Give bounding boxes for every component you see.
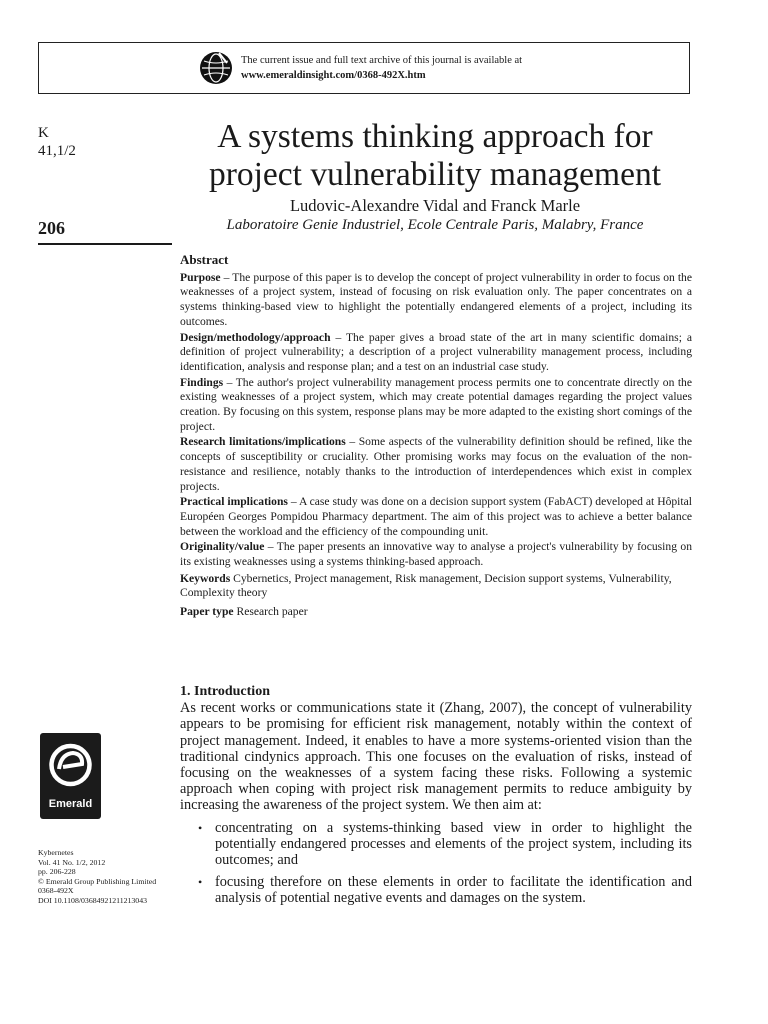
list-item: • focusing therefore on these elements in order to facilitate the identification and analysis of potential negative events and damages on the system.: [215, 874, 692, 906]
paper-type-label: Paper type: [180, 605, 234, 619]
citation-block: [38, 848, 156, 906]
abstract-label: Purpose: [180, 270, 221, 284]
abstract-label: Research limitations/implications: [180, 435, 346, 449]
citation-issn: 0368-492X: [38, 886, 74, 896]
header-text: [241, 53, 522, 83]
list-item: • concentrating on a systems-thinking based view in order to highlight the potentially endangered processes and elements of the project system, including its outcomes; and: [215, 820, 692, 869]
journal-code: [38, 124, 76, 160]
abstract-heading: Abstract: [180, 252, 229, 267]
emerald-logo-icon: [47, 738, 94, 796]
paper-type-text: Research paper: [233, 605, 308, 619]
article-authors: Ludovic-Alexandre Vidal and Franck Marle: [289, 196, 581, 215]
abstract-text: – The author's project vulnerability management process permits one to concentrate directly on the existing weaknesses of a project system, which may create potential damages regarding the project values creation. By focusing on this system, response plans may be more adapted to the existing short comings of the project.: [180, 375, 692, 433]
abstract-findings: [180, 376, 692, 435]
header-url-link[interactable]: www.emeraldinsight.com/0368-492X.htm: [241, 70, 426, 81]
citation-pages: pp. 206-228: [38, 867, 76, 877]
abstract-originality: [180, 540, 692, 569]
article-title: A systems thinking approach for project vulnerability management: [208, 118, 662, 193]
emerald-logo-label: Emerald: [48, 798, 93, 810]
abstract-design: [180, 331, 692, 375]
abstract-label: Practical implications: [180, 495, 288, 509]
keywords: [180, 572, 692, 601]
abstract-text: – The paper presents an innovative way to analyse a project's vulnerability by focusing on its existing weaknesses using a systems thinking-based approach.: [180, 540, 692, 569]
emerald-logo: [40, 733, 101, 819]
intro-paragraph: As recent works or communications state it (Zhang, 2007), the concept of vulnerability appears to be promising for efficient risk management, notably within the context of project management. Indeed, it enables to have a more systems-oriented vision than the traditional cindynics approach. This one focuses on the evaluation of risks, instead of focusing on the weaknesses of a system facing these risks. Following a systemic approach when coping with project risk management permits to reduce ambiguity by increasing the awareness of the project system. We then aim at:: [180, 700, 692, 814]
intro-bullet-list: [180, 820, 692, 907]
citation-journal: Kybernetes: [38, 848, 74, 857]
introduction-section: [180, 684, 692, 913]
abstract-text: – A case study was done on a decision support system (FabACT) developed at Hôpital Européen Georges Pompidou Pharmacy department. The aim of this project was to achieve a better balance between the workload and the efficiency of the compounding unit.: [180, 495, 692, 538]
citation-doi: DOI 10.1108/03684921211213043: [38, 895, 148, 905]
abstract-label: Design/methodology/approach: [180, 330, 331, 344]
paper-type: [180, 605, 692, 620]
globe-icon: [199, 51, 233, 85]
citation-copyright: © Emerald Group Publishing Limited: [38, 876, 157, 886]
header-availability: The current issue and full text archive of this journal is available at: [241, 55, 523, 66]
abstract-practical: [180, 495, 692, 539]
abstract-text: – The purpose of this paper is to develop the concept of project vulnerability in order to focus on the weaknesses of a project system, instead of focusing on risk evaluation only. The paper concentrates on a systems thinking-based view to highlight the potentially endangered elements of a project, including its outcomes.: [180, 270, 692, 328]
author-affiliation: Laboratoire Genie Industriel, Ecole Centrale Paris, Malabry, France: [226, 217, 644, 233]
keywords-text: Cybernetics, Project management, Risk management, Decision support systems, Vulnerability, Complexity theory: [180, 571, 672, 600]
journal-header-box: [38, 42, 690, 94]
keywords-label: Keywords: [180, 571, 231, 585]
journal-abbr: K: [38, 125, 49, 141]
abstract-text: – Some aspects of the vulnerability definition should be refined, like the concepts of susceptibility or cruciality. Other promising works may focus on the evaluation of the non-resistance and resilience, notably thanks to the introduction of interdependences which exist in complex projects.: [180, 435, 692, 493]
volume-issue: 41,1/2: [38, 143, 76, 159]
abstract-text: – The paper gives a broad state of the art in many scientific domains; a definition of project vulnerability; a description of a project vulnerability management process, including identification, analysis and response plan; and a test on an industrial case study.: [180, 330, 692, 373]
abstract-label: Originality/value: [180, 540, 265, 554]
abstract-limitations: [180, 435, 692, 494]
margin-divider: [38, 243, 172, 245]
abstract-purpose: [180, 271, 692, 330]
page-number: 206: [38, 218, 65, 238]
intro-heading: 1. Introduction: [180, 684, 270, 699]
abstract-section: [180, 253, 692, 621]
abstract-label: Findings: [180, 375, 224, 389]
citation-volume: Vol. 41 No. 1/2, 2012: [38, 857, 106, 867]
